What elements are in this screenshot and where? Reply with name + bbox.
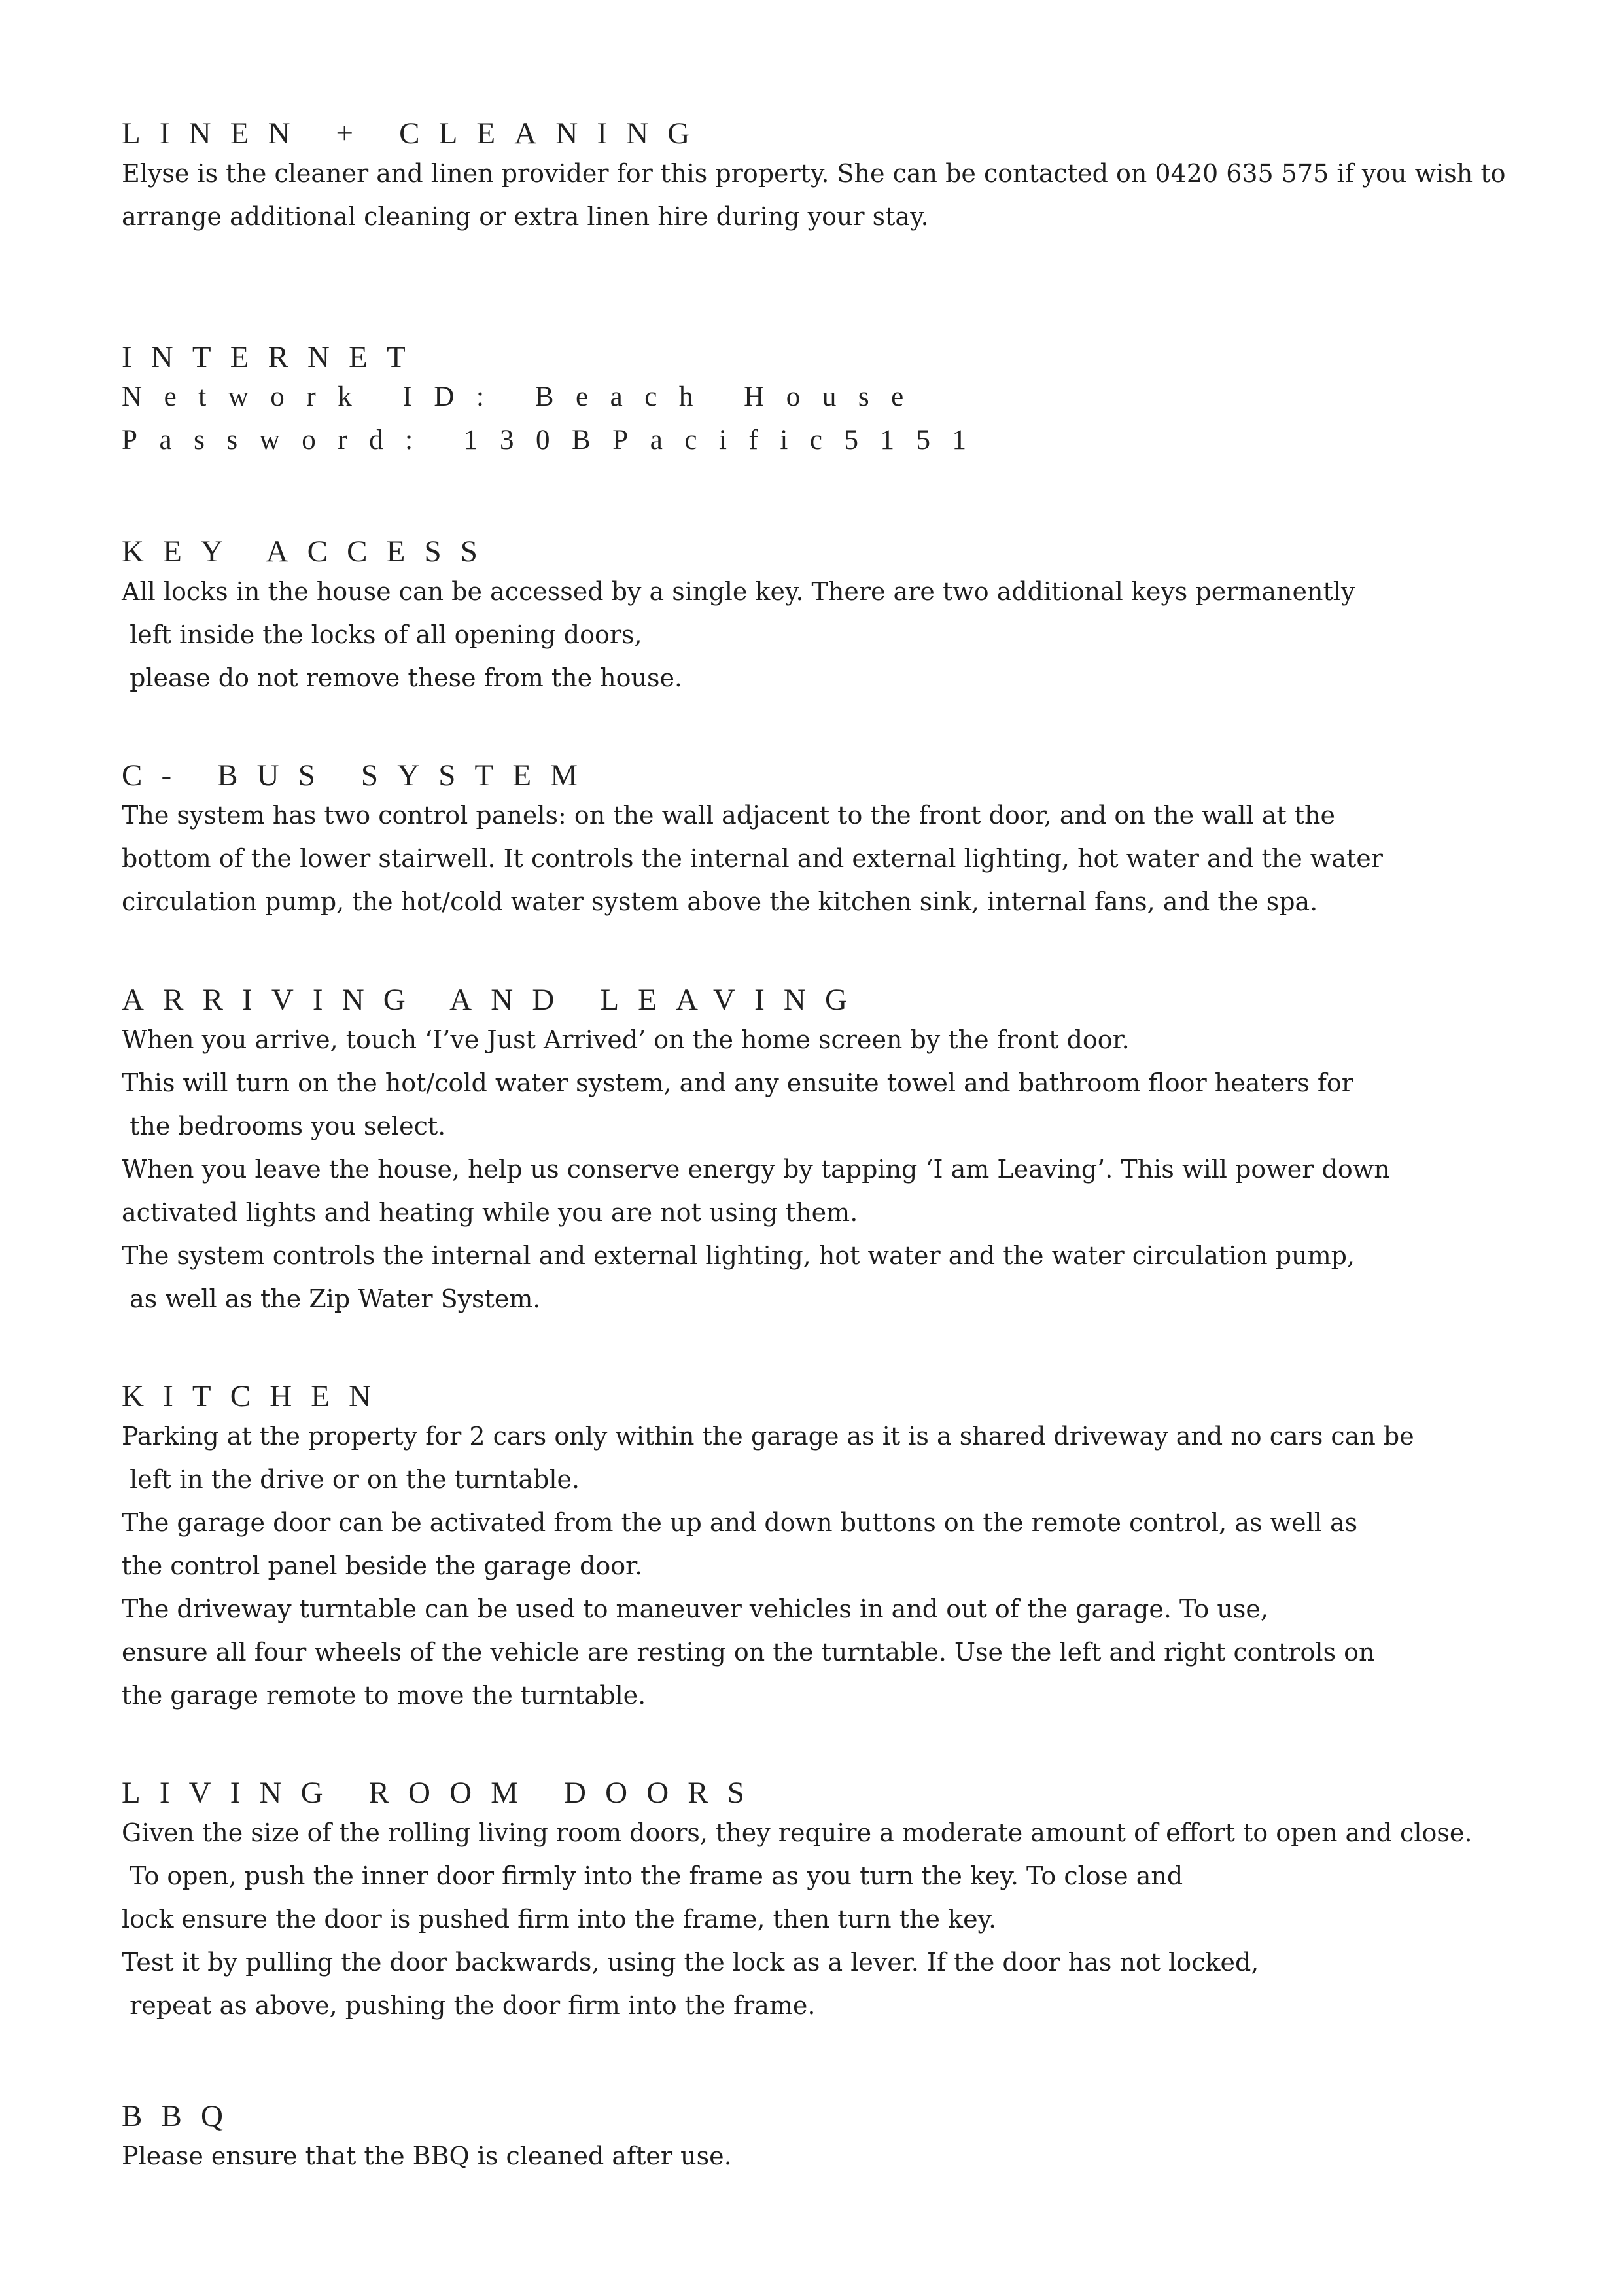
paragraph-line: Test it by pulling the door backwards, using the lock as a lever. If the door has not locked,: [122, 1948, 1259, 1977]
section-linen-cleaning: [122, 115, 1528, 238]
paragraph-line: please do not remove these from the house.: [122, 663, 683, 692]
paragraph-line: arrange additional cleaning or extra linen hire during your stay.: [122, 202, 929, 231]
paragraph-line: Elyse is the cleaner and linen provider for this property. She can be contacted on 0420 635 575 if you wish to: [122, 159, 1506, 188]
section-living-room-doors: [122, 1775, 1528, 2027]
section-arriving-leaving: [122, 981, 1528, 1320]
heading-arriving-leaving: ARRIVING AND LEAVING: [122, 983, 867, 1017]
paragraph-line: ensure all four wheels of the vehicle are resting on the turntable. Use the left and right controls on: [122, 1638, 1375, 1667]
heading-bbq: BBQ: [122, 2099, 243, 2133]
paragraph-line: All locks in the house can be accessed by a single key. There are two additional keys permanently: [122, 577, 1355, 606]
paragraph-line: left inside the locks of all opening doors,: [122, 620, 642, 649]
paragraph-line: The system controls the internal and external lighting, hot water and the water circulation pump,: [122, 1241, 1355, 1270]
section-bbq: [122, 2098, 1528, 2178]
paragraph-line: When you leave the house, help us conserve energy by tapping ‘I am Leaving’. This will power down: [122, 1155, 1390, 1184]
heading-kitchen: KITCHEN: [122, 1379, 391, 1413]
paragraph-line: When you arrive, touch ‘I’ve Just Arrived’ on the home screen by the front door.: [122, 1025, 1130, 1054]
paragraph-line: as well as the Zip Water System.: [122, 1284, 541, 1313]
paragraph-line: The system has two control panels: on the wall adjacent to the front door, and on the wall at the: [122, 801, 1335, 830]
paragraph-line: lock ensure the door is pushed firm into the frame, then turn the key.: [122, 1905, 997, 1934]
paragraph-line: activated lights and heating while you are not using them.: [122, 1198, 858, 1227]
section-cbus-system: [122, 757, 1528, 923]
heading-key-access: KEY ACCESS: [122, 535, 497, 569]
paragraph-line: Given the size of the rolling living room doors, they require a moderate amount of effort to open and close.: [122, 1818, 1473, 1847]
heading-living-room-doors: LIVING ROOM DOORS: [122, 1776, 764, 1810]
section-kitchen: [122, 1378, 1528, 1717]
paragraph-line: The driveway turntable can be used to maneuver vehicles in and out of the garage. To use,: [122, 1595, 1268, 1623]
paragraph-line: repeat as above, pushing the door firm into the frame.: [122, 1991, 816, 2020]
paragraph-line: This will turn on the hot/cold water system, and any ensuite towel and bathroom floor heaters for: [122, 1069, 1353, 1097]
paragraph-line: bottom of the lower stairwell. It controls the internal and external lighting, hot water and the water: [122, 844, 1383, 873]
heading-internet: INTERNET: [122, 340, 425, 374]
section-key-access: [122, 533, 1528, 699]
paragraph-line: The garage door can be activated from the up and down buttons on the remote control, as well as: [122, 1508, 1358, 1537]
heading-linen-cleaning: LINEN + CLEANING: [122, 116, 709, 150]
paragraph-line: Parking at the property for 2 cars only within the garage as it is a shared driveway and no cars can be: [122, 1422, 1414, 1451]
paragraph-line: the bedrooms you select.: [122, 1112, 446, 1140]
paragraph-line: the garage remote to move the turntable.: [122, 1681, 646, 1710]
paragraph-line: circulation pump, the hot/cold water system above the kitchen sink, internal fans, and the spa.: [122, 887, 1318, 916]
wifi-password: Password: 130BPacific5151: [122, 425, 988, 455]
paragraph-line: the control panel beside the garage door.: [122, 1551, 643, 1580]
heading-cbus-system: C- BUS SYSTEM: [122, 758, 597, 792]
section-internet: [122, 339, 1528, 462]
network-id: Network ID: Beach House: [122, 381, 926, 412]
paragraph-line: To open, push the inner door firmly into the frame as you turn the key. To close and: [122, 1862, 1183, 1890]
paragraph-line: left in the drive or on the turntable.: [122, 1465, 580, 1494]
paragraph-line: Please ensure that the BBQ is cleaned after use.: [122, 2142, 732, 2170]
